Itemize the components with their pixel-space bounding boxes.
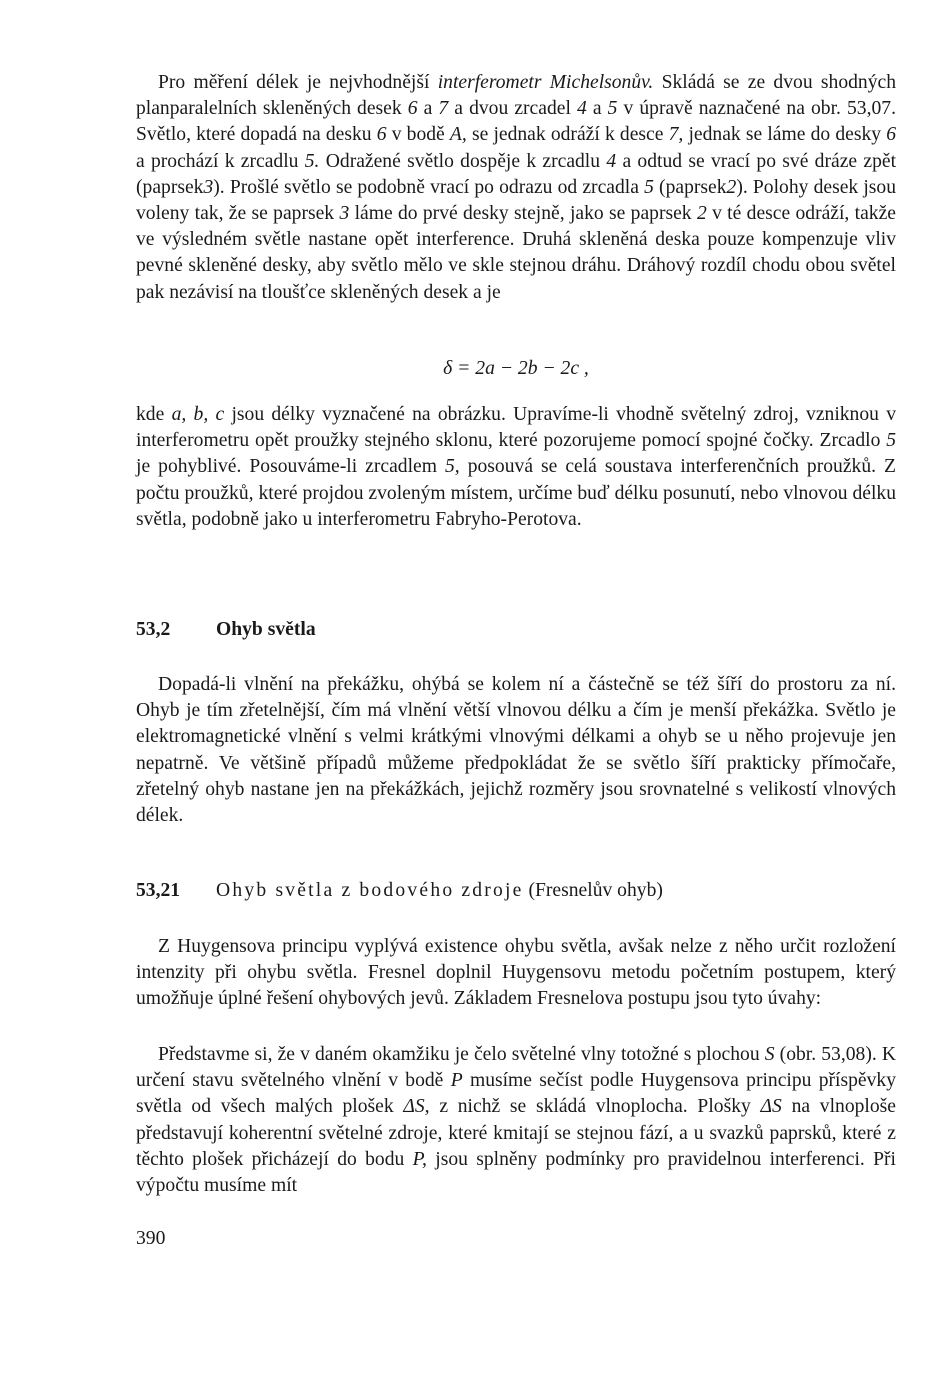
paragraph-diffraction-intro-text: Dopadá-li vlnění na překážku, ohýbá se kolem ní a částečně se též šíří do prostoru za ní. Ohyb je tím zřetelnější, čím má vlnění větší vlnovou délku a čím je menší překážka. Světlo je elektromagnetické vlnění s velmi krátkými vlnovými délkami a ohyb se u něho projevuje jen nepatrně. Ve většině případů můžeme předpokládat že se světlo šíří prakticky přímočaře, zřetelný ohyb nastane jen na překážkách, jejichž rozměry jsou srovnatelné s velikostí vlnových délek. [136,674,896,827]
section-heading-53-2 [136,617,896,643]
paragraph-huygens [136,934,896,1013]
paragraph-fresnel-zones-text: Představme si, že v daném okamžiku je čelo světelné vlny totožné s plochou S (obr. 53,08). K určení stavu světelného vlnění v bodě P musíme sečíst podle Huygensova principu příspěvky světla od všech malých plošek ΔS, z nichž se skládá vlnoplocha. Plošky ΔS na vlnoploše představují koherentní světelné zdroje, které kmitají se stejnou fází, a u svazků paprsků, které z těchto plošek přicházejí do bodu P, jsou splněny podmínky pro pravidelnou interferenci. Při výpočtu musíme mít [136,1044,897,1197]
equation-path-difference: δ = 2a − 2b − 2c , [443,358,589,379]
page-number: 390 [136,1228,166,1249]
paragraph-michelson-text: Pro měření délek je nejvhodnější interferometr Michelsonův. Skládá se ze dvou shodných planparalelních skleněných desek 6 a 7 a dvou zrcadel 4 a 5 v úpravě naznačené na obr. 53,07. Světlo, které dopadá na desku 6 v bodě A, se jednak odráží k desce 7, jednak se láme do desky 6 a prochází k zrcadlu 5. Odražené světlo dospěje k zrcadlu 4 a odtud se vrací po své dráze zpět (paprsek3). Prošlé světlo se podobně vrací po odrazu od zrcadla 5 (paprsek2). Polohy desek jsou voleny tak, že se paprsek 3 láme do prvé desky stejně, jako se paprsek 2 v té desce odráží, takže ve výsledném světle nastane opět interference. Druhá skleněná deska pouze kompenzuje vliv pevné skleněné desky, aby světlo mělo ve skle stejnou dráhu. Dráhový rozdíl chodu obou světel pak nezávisí na tloušťce skleněných desek a je [136,72,897,303]
section-heading-53-21 [136,878,896,904]
subsection-title-parenthetical: (Fresnelův ohyb) [528,880,663,901]
section-title: Ohyb světla [216,619,316,640]
paragraph-fringes-text: kde a, b, c jsou délky vyznačené na obrázku. Upravíme-li vhodně světelný zdroj, vzniknou v interferometru opět proužky stejného sklonu, které pozorujeme pomocí spojné čočky. Zrcadlo 5 je pohyblivé. Posouváme-li zrcadlem 5, posouvá se celá soustava interferenčních proužků. Z počtu proužků, které projdou zvoleným místem, určíme buď délku posunutí, nebo vlnovou délku světla, podobně jako u interferometru Fabryho-Perotova. [136,404,897,530]
paragraph-michelson [136,70,896,306]
section-number: 53,2 [136,619,171,640]
paragraph-huygens-text: Z Huygensova principu vyplývá existence ohybu světla, avšak nelze z něho určit rozložení intenzity při ohybu světla. Fresnel doplnil Huygensovu metodu početním postupem, který umožňuje úplné řešení ohybových jevů. Základem Fresnelova postupu jsou tyto úvahy: [136,936,896,1010]
paragraph-fresnel-zones [136,1042,896,1199]
paragraph-diffraction-intro [136,672,896,829]
subsection-number: 53,21 [136,880,181,901]
paragraph-fringes [136,402,896,533]
subsection-title: Ohyb světla z bodového zdroje [216,880,524,901]
